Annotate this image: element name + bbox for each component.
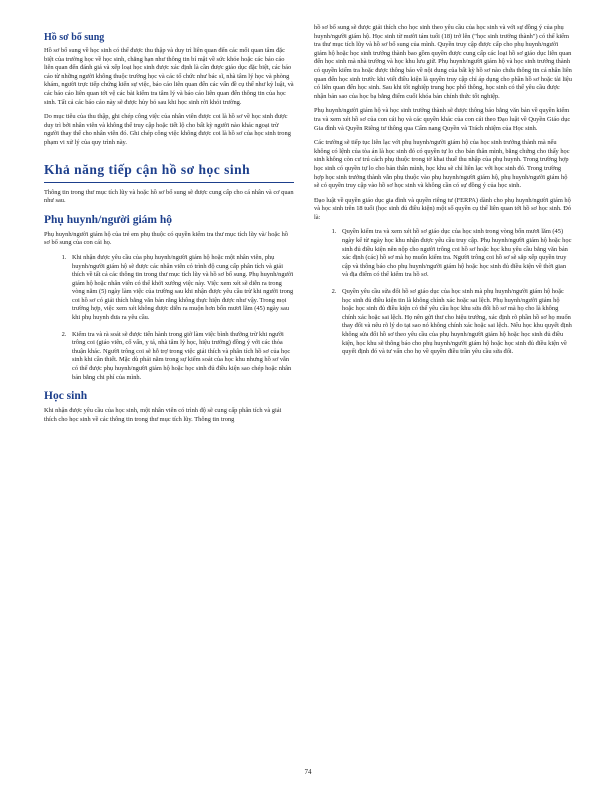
heading-parent-guardian: Phụ huynh/người giám hộ [44,213,172,226]
paragraph-right-2: Phụ huynh/người giám hộ và học sinh trưởng thành sẽ được thông báo bằng văn bản về quyền kiểm tra và xem xét hồ sơ của con cái họ và các quyền khác của con cái theo Đạo luật về Quyền Giáo dục Gia đình và Quyền Riêng tư thông qua Cẩm nang Quyền và Trách nhiệm của Học sinh. [314,107,571,132]
paragraph-access-intro: Thông tin trong thư mục tích lũy và hoặc hồ sơ bổ sung sẽ được cung cấp cho cá nhân và cơ quan như sau. [44,188,294,205]
heading-supplemental-records: Hồ sơ bổ sung [44,32,105,43]
list-item: 1. Khi nhận được yêu cầu của phụ huynh/người giám hộ hoặc một nhân viên, phụ huynh/người giám hộ sẽ được các nhân viên có trình độ cung cấp phân tích và giải thích về tất cả các thông tin trong thư mục tích lũy và hồ sơ bổ sung. Phụ huynh/người giám hộ hoặc nhân viên có thể khởi xướng việc này. Việc xem xét sẽ diễn ra trong vòng năm (5) ngày làm việc của trường sau khi nhận được yêu cầu trừ khi người trong coi hồ sơ có giải thích bằng văn bản rằng không thực hiện được như vậy. Trong mọi trường hợp, việc xem xét không được diễn ra muộn hơn bốn mươi lăm (45) ngày sau khi phụ huynh đưa ra yêu cầu. [68,254,294,323]
paragraph-student: Khi nhận được yêu cầu của học sinh, một nhân viên có trình độ sẽ cung cấp phân tích và giải thích cho học sinh về các thông tin trong thư mục tích lũy. Thông tin trong [44,407,282,423]
paragraph-right-4: Đạo luật về quyền giáo dục gia đình và quyền riêng tư (FERPA) dành cho phụ huynh/người giám hộ và học sinh trên 18 tuổi (học sinh đủ điều kiện) một số quyền cụ thể liên quan tới hồ sơ học sinh. Đó là: [314,196,572,221]
list-item: 2. Quyền yêu cầu sửa đổi hồ sơ giáo dục của học sinh mà phụ huynh/người giám hộ hoặc học sinh đủ điều kiện tin là không chính xác hoặc sai lệch. Phụ huynh/người giám hộ hoặc học sinh đủ điều kiện có thể yêu cầu học khu sửa đổi hồ sơ mà họ cho là không chính xác hoặc sai lệch. Họ nên gửi thư cho hiệu trưởng, xác định rõ phần hồ sơ họ muốn thay đổi và nêu rõ lý do tại sao nó không chính xác hoặc sai lệch. Nếu học khu quyết định không sửa đổi hồ sơ theo yêu cầu của phụ huynh/người giám hộ hoặc học sinh đủ điều kiện, học khu sẽ thông báo cho phụ huynh/người giám hộ hoặc học sinh đủ điều kiện về quyết định đó và tư vấn cho họ về quyền điều trần yêu cầu sửa đổi. [338,288,572,357]
heading-access-records: Khả năng tiếp cận hồ sơ học sinh [44,161,251,177]
ferpa-rights-list [314,228,572,356]
parent-rights-list [44,254,294,382]
paragraph-right-1: hồ sơ bổ sung sẽ được giải thích cho học sinh theo yêu cầu của học sinh và với sự đồng ý của phụ huynh/người giám hộ. Học sinh từ mười tám tuổi (18) trở lên ("học sinh trưởng thành") có thể kiểm tra thư mục tích lũy và hồ sơ bổ sung của mình. Quyền truy cập được cấp cho phụ huynh/người giám hộ hoặc học sinh trưởng thành bao gồm quyền được cung cấp các loại hồ sơ giáo dục liên quan đến học sinh mà nhà trường và học khu lưu giữ. Phụ huynh/người giám hộ và học sinh trưởng thành có quyền kiểm tra hoặc được thông báo về nội dung của bất kỳ hồ sơ nào chứa thông tin cá nhân liên quan đến học sinh trước khi viết điều kiện là quyền truy cập chỉ áp dụng cho phần hồ sơ hoặc tài liệu có liên quan đến học sinh. Sau khi tốt nghiệp trung học phổ thông, học sinh có thể yêu cầu được nhận bản sao của học bạ bằng điểm cuối khóa bản chính thức tốt nghiệp. [314,24,572,100]
heading-rule [44,182,294,183]
paragraph-right-3: Các trường sẽ tiếp tục liên lạc với phụ huynh/người giám hộ của học sinh trưởng thành mà nếu không có lệnh của tòa án là học sinh đó có quyền tự lo cho bản thân mình, bằng chứng cho thấy học sinh không còn cư trú cách phụ thuộc trong tờ khai thuế thu nhập của phụ huynh. Trong trường hợp học sinh có quyền tự lo cho bản thân mình, học khu sẽ chỉ liên lạc với học sinh đó. Trong trường hợp học sinh trưởng thành vẫn phụ thuộc vào phụ huynh/người giám hộ, phụ huynh/người giám hộ sẽ có quyền truy cập vào hồ sơ học sinh và không cần có sự đồng ý của học sinh. [314,139,570,190]
right-column [314,24,572,365]
list-item: 2. Kiểm tra và rà soát sẽ được tiến hành trong giờ làm việc bình thường trừ khi người trông coi (giáo viên, cố vấn, y tá, nhà tâm lý học, hiệu trưởng) đồng ý với các thỏa thuận khác. Người trông coi sẽ hỗ trợ trong việc giải thích và phân tích hồ sơ của học sinh khi cần thiết. Mặc dù phải năm trong sự kiểm soát của học khu nhưng hồ sơ vẫn có thể được phụ huynh/người giám hộ hoặc học sinh đủ điều kiện sao chép hoặc nhân bản bằng chi phí của mình. [68,331,294,383]
heading-student: Học sinh [44,390,88,403]
paragraph-supplemental-2: Do mục tiêu của thu thập, ghi chép công việc của nhân viên được coi là hồ sơ về học sinh được duy trì bởi nhân viên và không thể truy cập hoặc tiết lộ cho bất kỳ người nào khác ngoại trừ người thay thế cho nhân viên đó. Ghi chép công việc không được coi là hồ sơ của học sinh trong phạm vi xử lý của quy trình này. [44,113,291,146]
list-item: 1. Quyền kiểm tra và xem xét hồ sơ giáo dục của học sinh trong vòng bốn mươi lăm (45) ngày kể từ ngày học khu nhận được yêu cầu truy cập. Phụ huynh/người giám hộ hoặc học sinh đủ điều kiện nên nộp cho người trông coi hồ sơ hoặc học khu yêu cầu bằng văn bản xác định (các) hồ sơ mà họ muốn kiểm tra. Người trông coi hồ sơ sẽ sắp xếp quyền truy cập và thông báo cho phụ huynh/người giám hộ hoặc học sinh đủ điều kiện về thời gian và địa điểm có thể kiểm tra hồ sơ. [338,228,572,280]
paragraph-parent-intro: Phụ huynh/người giám hộ của trẻ em phụ thuộc có quyền kiểm tra thư mục tích lũy và/ hoặc hồ sơ bổ sung của con cái họ. [44,230,289,247]
left-column [44,24,294,430]
paragraph-supplemental-1: Hồ sơ bổ sung về học sinh có thể được thu thập và duy trì liên quan đến các mối quan tâm đặc biệt của trường học về học sinh, chẳng hạn như thông tin bí mật về sức khỏe hoặc các báo cáo liên quan đến đánh giá và xếp loại học sinh được xác định là cần được giáo dục đặc biệt, các báo cáo từ những người không thuộc trường học và các tổ chức như bác sĩ, nhà tâm lý học và phòng khám, người trực tiếp chứng kiến sự việc, báo cáo liên quan đến các vấn đề cụ thể như kỷ luật, và các báo cáo liên quan tới vệ các bài kiểm tra tâm lý và báo cáo liên quan đến thông tin của học sinh. Tất cả các báo cáo này sẽ được hủy bỏ sau khi học sinh rời khỏi trường. [44,47,294,106]
page-number: 74 [304,768,312,776]
